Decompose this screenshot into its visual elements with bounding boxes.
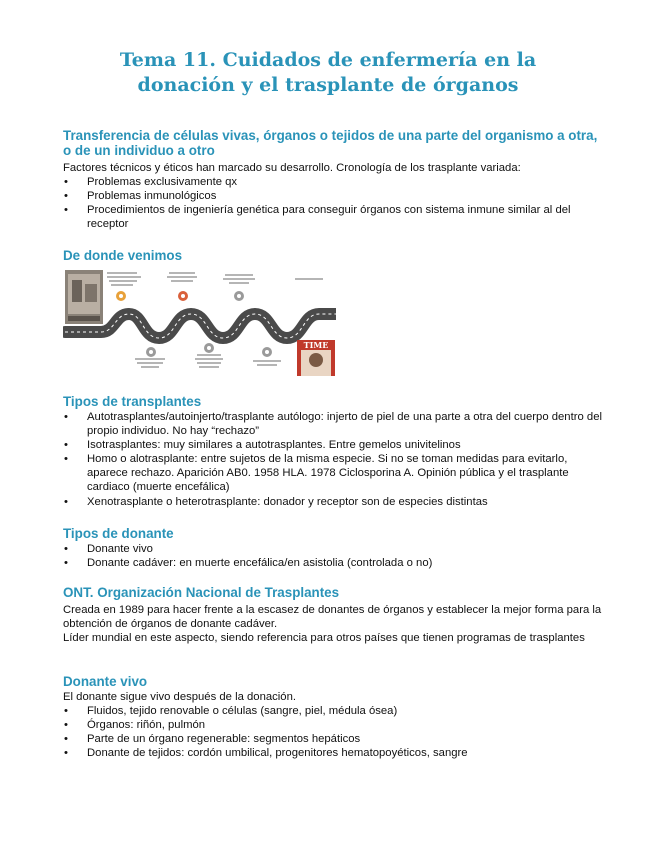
list-item: • Problemas inmunológicos (63, 189, 603, 203)
timeline-pin (234, 291, 244, 301)
section-ont (63, 586, 603, 645)
timeline-pin (116, 291, 126, 301)
historical-photo (65, 270, 103, 324)
history-timeline-image (63, 266, 336, 376)
list-item: • Autotrasplantes/autoinjerto/trasplante autólogo: injerto de piel de una parte a otra del cuerpo dentro del propio individuo. No hay “rechazo” (63, 410, 603, 438)
list-item: • Xenotrasplante o heterotrasplante: donador y receptor son de especies distintas (63, 495, 603, 509)
section-heading: ONT. Organización Nacional de Trasplantes (63, 585, 340, 600)
section-heading: Donante vivo (63, 674, 148, 689)
timeline-pin (146, 347, 156, 357)
list-item: • Parte de un órgano regenerable: segmentos hepáticos (63, 732, 603, 746)
list-item: • Órganos: riñón, pulmón (63, 718, 603, 732)
section-heading: Transferencia de células vivas, órganos o tejidos de una parte del organismo a otra, o de un individuo a otro (63, 128, 598, 158)
list-item: • Procedimientos de ingeniería genética para conseguir órganos con sistema inmune similar al del receptor (63, 203, 603, 231)
bullet-list (63, 410, 603, 509)
list-item: • Problemas exclusivamente qx (63, 175, 603, 189)
list-item: • Isotrasplantes: muy similares a autotrasplantes. Entre gemelos univitelinos (63, 438, 603, 452)
paragraph: Creada en 1989 para hacer frente a la escasez de donantes de órganos y establecer la mejor forma para la obtención de órganos de donante cadáver. (63, 604, 602, 631)
section-intro: Factores técnicos y éticos han marcado su desarrollo. Cronología de los trasplante variada: (63, 162, 521, 174)
bullet-list (63, 704, 603, 760)
bullet-list (63, 542, 603, 570)
title-line-1: Tema 11. Cuidados de enfermería en la (119, 49, 537, 71)
section-de-donde-venimos (63, 249, 603, 263)
section-tipos-donante (63, 527, 603, 570)
section-heading: Tipos de transplantes (63, 394, 202, 409)
section-donante-vivo (63, 675, 603, 760)
timeline-pin (178, 291, 188, 301)
magazine-label: TIME (303, 340, 329, 350)
title-line-2: donación y el trasplante de órganos (137, 74, 519, 96)
section-heading: De donde venimos (63, 248, 183, 263)
section-intro: El donante sigue vivo después de la donación. (63, 691, 297, 703)
section-tipos-transplantes (63, 395, 603, 509)
list-item: • Fluidos, tejido renovable o células (sangre, piel, médula ósea) (63, 704, 603, 718)
list-item: • Donante vivo (63, 542, 603, 556)
bullet-list (63, 175, 603, 231)
list-item: • Homo o alotrasplante: entre sujetos de la misma especie. Si no se toman medidas para evitarlo, aparece rechazo. Aparición AB0. 1958 HLA. 1978 Ciclosporina A. Opinión pública y el trasplante cardiaco (muerte encefálica) (63, 452, 603, 494)
section-transferencia (63, 128, 603, 231)
timeline-pin (204, 343, 214, 353)
magazine-cover (297, 340, 335, 376)
paragraph: Líder mundial en este aspecto, siendo referencia para otros países que tienen programas de trasplantes (63, 632, 585, 645)
section-heading: Tipos de donante (63, 526, 174, 541)
timeline-pin (262, 347, 272, 357)
document-title (0, 48, 656, 98)
list-item: • Donante de tejidos: cordón umbilical, progenitores hematopoyéticos, sangre (63, 746, 603, 760)
list-item: • Donante cadáver: en muerte encefálica/en asistolia (controlada o no) (63, 556, 603, 570)
